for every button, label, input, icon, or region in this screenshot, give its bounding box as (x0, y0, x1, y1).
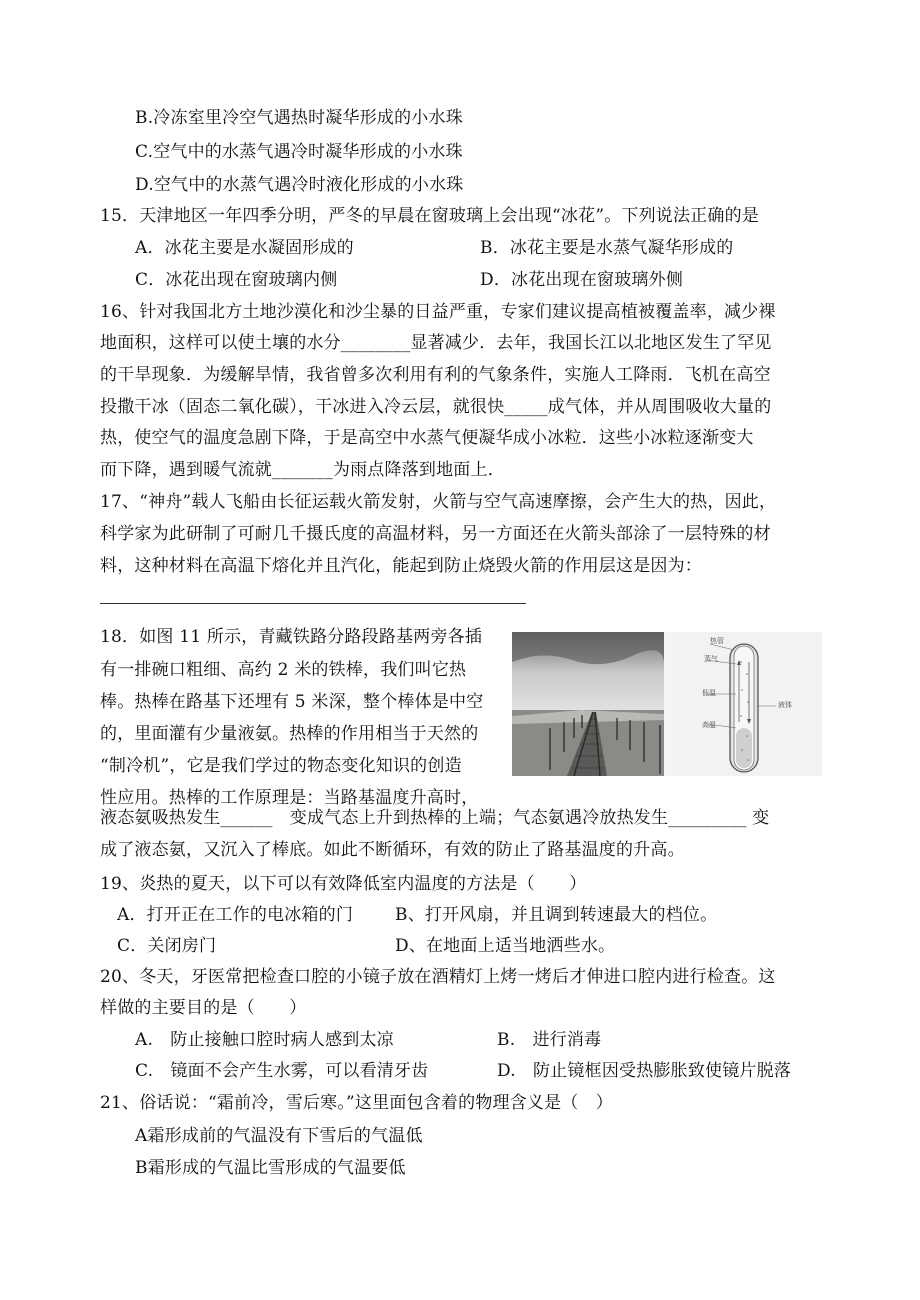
q18-line-1: 18．如图 11 所示，青藏铁路分路段路基两旁各插 (100, 627, 483, 647)
railway-heat-rod-photo (512, 632, 664, 776)
q20-option-b: B. 进行消毒 (497, 1030, 602, 1050)
q18-line-3: 棒。热棒在路基下还埋有 5 米深，整个棒体是中空 (100, 692, 484, 712)
q19-stem: 19、炎热的夏天，以下可以有效降低室内温度的方法是（ ） (100, 874, 587, 894)
q19-option-b: B、打开风扇，并且调到转速最大的档位。 (395, 905, 718, 925)
q16-line-4: 投撒干冰（固态二氧化碳），干冰进入冷云层，就很快_____成气体，并从周围吸收大量的 (100, 397, 772, 417)
diagram-label-4: 高温 (702, 721, 716, 729)
q16-line-1: 16、针对我国北方土地沙漠化和沙尘暴的日益严重，专家们建议提高植被覆盖率，减少裸 (100, 302, 776, 322)
q21-stem: 21、俗话说：“霜前冷，雪后寒。”这里面包含着的物理含义是（ ） (100, 1093, 613, 1113)
q18-line-8: 成了液态氨，又沉入了棒底。如此不断循环，有效的防止了路基温度的升高。 (100, 840, 685, 860)
q20-option-d: D. 防止镜框因受热膨胀致使镜片脱落 (497, 1061, 792, 1081)
q20-option-c: C. 镜面不会产生水雾，可以看清牙齿 (135, 1061, 429, 1081)
q16-line-6: 而下降，遇到暖气流就_______为雨点降落到地面上． (100, 460, 505, 480)
q18-line-4: 的，里面灌有少量液氨。热棒的作用相当于天然的 (100, 724, 479, 744)
q21-option-a: A霜形成前的气温没有下雪后的气温低 (135, 1126, 423, 1146)
q18-line-7: 液态氨吸热发生______ 变成气态上升到热棒的上端；气态氨遇冷放热发生_________ 变 (100, 808, 770, 828)
q18-line-5: “制冷机”，它是我们学过的物态变化知识的创造 (100, 756, 462, 776)
q15-option-c: C．冰花出现在窗玻璃内侧 (135, 270, 338, 290)
q15-option-a: A．冰花主要是水凝固形成的 (135, 238, 354, 258)
figure-11 (512, 632, 822, 776)
q17-line-3: 料，这种材料在高温下熔化并且汽化，能起到防止烧毁火箭的作用层这是因为： (100, 556, 702, 576)
q16-line-5: 热，使空气的温度急剧下降，于是高空中水蒸气便凝华成小冰粒．这些小冰粒逐渐变大 (100, 428, 754, 448)
diagram-label-top: 热管 (710, 637, 724, 645)
q14-option-d: D.空气中的水蒸气遇冷时液化形成的小水珠 (135, 175, 464, 195)
q20-stem-2: 样做的主要目的是（ ） (100, 998, 307, 1018)
q15-option-d: D．冰花出现在窗玻璃外侧 (480, 270, 684, 290)
q20-option-a: A. 防止接触口腔时病人感到太凉 (135, 1030, 394, 1050)
q15-option-b: B．冰花主要是水蒸气凝华形成的 (480, 238, 734, 258)
q17-answer-line (100, 603, 526, 604)
q18-line-6: 性应用。热棒的工作原理是：当路基温度升高时， (100, 788, 479, 808)
q14-option-b: B.冷冻室里冷空气遇热时凝华形成的小水珠 (135, 108, 463, 128)
diagram-label-1: 蒸气 (704, 655, 718, 663)
q14-option-c: C.空气中的水蒸气遇冷时凝华形成的小水珠 (135, 142, 463, 162)
diagram-label-2: 低温 (702, 689, 716, 697)
heat-rod-diagram (672, 632, 822, 776)
q19-option-c: C．关闭房门 (117, 936, 217, 956)
q17-line-1: 17、“神舟”载人飞船由长征运载火箭发射，火箭与空气高速摩擦，会产生大的热，因此， (100, 492, 777, 512)
q18-line-2: 有一排碗口粗细、高约 2 米的铁棒，我们叫它热 (100, 660, 467, 680)
q21-option-b: B霜形成的气温比雪形成的气温要低 (135, 1158, 406, 1178)
q19-option-d: D、在地面上适当地洒些水。 (395, 936, 616, 956)
diagram-label-3: 液体 (778, 701, 792, 709)
q16-line-2: 地面积，这样可以使土壤的水分________显著减少．去年，我国长江以北地区发生了罕见 (100, 333, 772, 353)
q16-line-3: 的干旱现象．为缓解旱情，我省曾多次利用有利的气象条件，实施人工降雨．飞机在高空 (100, 365, 771, 385)
q17-line-2: 科学家为此研制了可耐几千摄氏度的高温材料，另一方面还在火箭头部涂了一层特殊的材 (100, 524, 771, 544)
q19-option-a: A．打开正在工作的电冰箱的门 (117, 905, 354, 925)
q20-stem-1: 20、冬天，牙医常把检查口腔的小镜子放在酒精灯上烤一烤后才伸进口腔内进行检查。这 (100, 967, 776, 987)
q15-stem: 15．天津地区一年四季分明，严冬的早晨在窗玻璃上会出现“冰花”。下列说法正确的是 (100, 206, 760, 226)
